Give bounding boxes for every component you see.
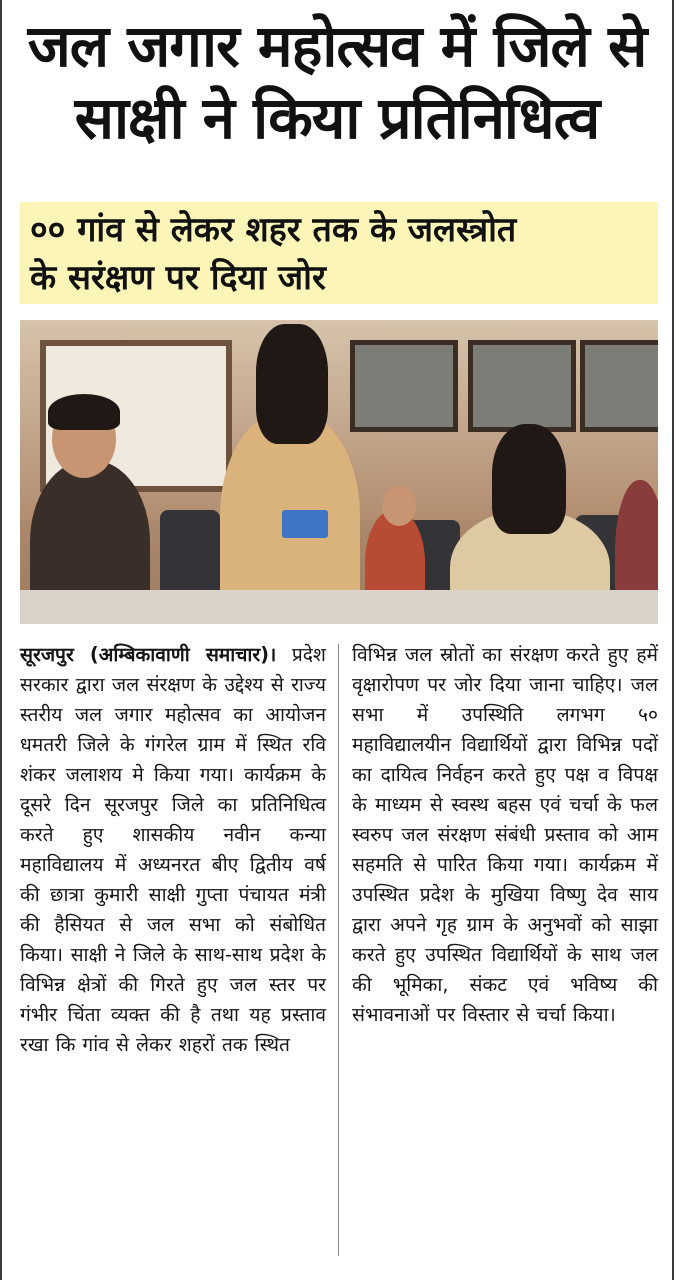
article-column-left	[20, 640, 326, 1060]
subheadline-line-1: ०० गांव से लेकर शहर तक के जलस्त्रोत	[30, 210, 517, 250]
page-edge-left	[0, 0, 2, 1280]
headline-line-1: जल जगार महोत्सव में जिले से	[27, 12, 647, 80]
headline	[14, 10, 660, 154]
photo-desk	[20, 590, 658, 624]
photo-person-head	[382, 486, 416, 526]
news-photo	[20, 320, 658, 624]
article-dateline: सूरजपुर (अम्बिकावाणी समाचार)।	[20, 643, 277, 666]
photo-chair	[160, 510, 220, 600]
article-body-right: विभिन्न जल स्रोतों का संरक्षण करते हुए हमें वृक्षारोपण पर जोर दिया जाना चाहिए। जल सभा में उपस्थिति लगभग ५० महाविद्यालयीन विद्यार्थियों द्वारा विभिन्न पदों का दायित्व निर्वहन करते हुए पक्ष व विपक्ष के माध्यम से स्वस्थ बहस एवं चर्चा के फल स्वरुप जल संरक्षण संबंधी प्रस्ताव को आम सहमति से पारित किया गया। कार्यक्रम में उपस्थित प्रदेश के मुखिया विष्णु देव साय द्वारा अपने गृह ग्राम के अनुभवों को साझा करते हुए उपस्थित विद्यार्थियों के साथ जल की भूमिका, संकट एवं भविष्य की संभावनाओं पर विस्तार से चर्चा किया।	[352, 643, 658, 1026]
headline-line-2: साक्षी ने किया प्रतिनिधित्व	[74, 84, 600, 152]
article-column-right	[352, 640, 658, 1030]
column-divider	[338, 644, 339, 1256]
subheadline-line-2: के सरंक्षण पर दिया जोर	[30, 258, 326, 298]
photo-person-hair	[48, 394, 120, 430]
photo-wall-frame	[350, 340, 458, 432]
photo-person-hair	[492, 424, 566, 534]
photo-wall-frame	[468, 340, 576, 432]
photo-id-card	[282, 510, 328, 538]
article-body-left: प्रदेश सरकार द्वारा जल संरक्षण के उद्देश्य से राज्य स्तरीय जल जगार महोत्सव का आयोजन धमतरी जिले के गंगरेल ग्राम में स्थित रवि शंकर जलाशय मे किया गया। कार्यक्रम के दूसरे दिन सूरजपुर जिले का प्रतिनिधित्व करते हुए शासकीय नवीन कन्या महाविद्यालय में अध्यनरत बीए द्वितीय वर्ष की छात्रा कुमारी साक्षी गुप्ता पंचायत मंत्री की हैसियत से जल सभा को संबोधित किया। साक्षी ने जिले के साथ-साथ प्रदेश के विभिन्न क्षेत्रों की गिरते हुए जल स्तर पर गंभीर चिंता व्यक्त की है तथा यह प्रस्ताव रखा कि गांव से लेकर शहरों तक स्थित	[20, 643, 326, 1056]
photo-wall-frame	[580, 340, 658, 432]
article-columns	[20, 640, 658, 1268]
subheadline-box	[20, 202, 658, 304]
photo-person-hair	[256, 324, 328, 444]
